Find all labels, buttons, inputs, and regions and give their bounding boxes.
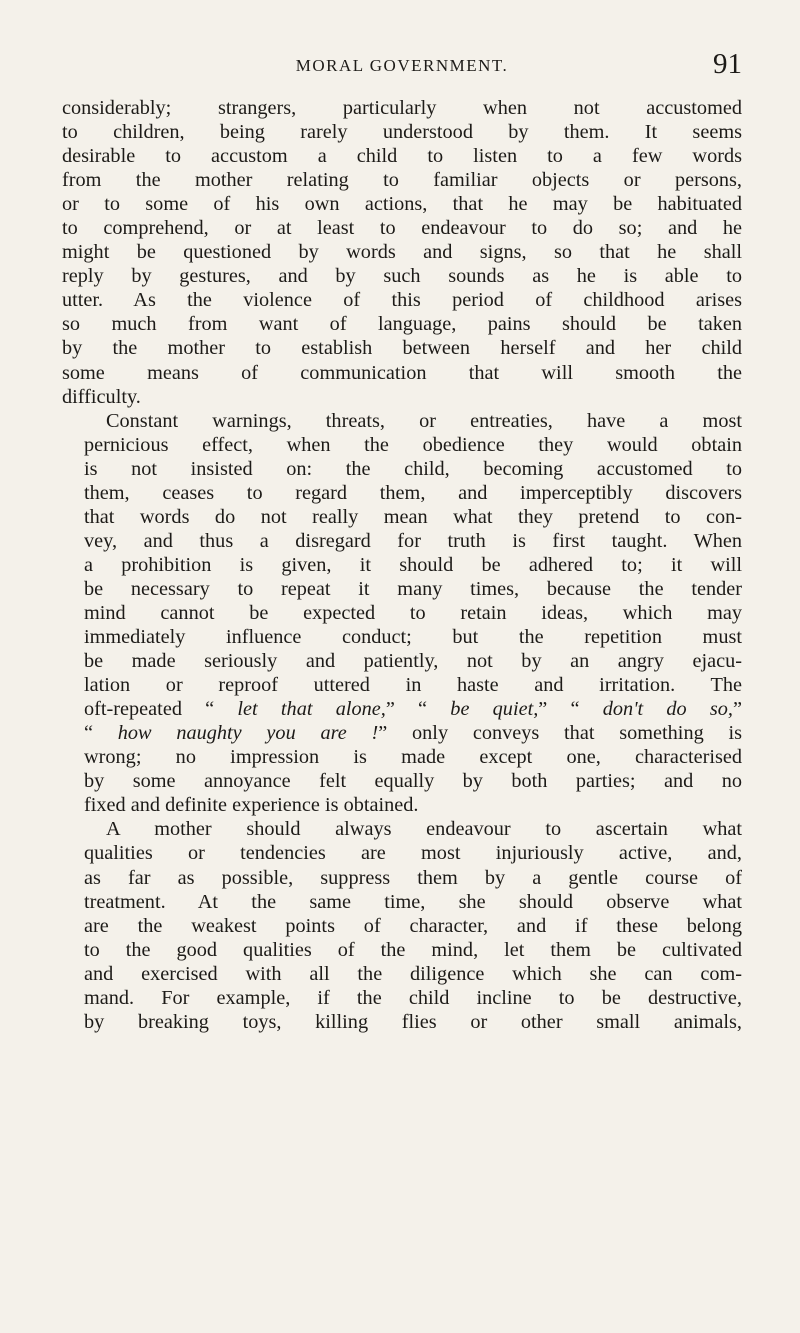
text-line: that words do not really mean what they pretend to con- [84, 505, 742, 528]
text-line: Constant warnings, threats, or entreaties, have a most [106, 409, 742, 432]
text-line: reply by gestures, and by such sounds as he is able to [62, 265, 742, 288]
text-line: and exercised with all the diligence which she can com- [84, 962, 742, 985]
text-line: be necessary to repeat it many times, because the tender [84, 577, 742, 600]
paragraph-3 [62, 817, 742, 1033]
text-line-quotes: oft-repeated “ let that alone,” “ be quiet,” “ don't do so,” [84, 698, 742, 721]
text-line: qualities or tendencies are most injuriously active, and, [84, 842, 742, 865]
text-line: by some annoyance felt equally by both parties; and no [84, 770, 742, 793]
text-line: vey, and thus a disregard for truth is first taught. When [84, 529, 742, 552]
text-line: them, ceases to regard them, and imperceptibly discovers [84, 481, 742, 504]
text-line: difficulty. [62, 385, 141, 408]
text-line: pernicious effect, when the obedience they would obtain [84, 433, 742, 456]
text-line: be made seriously and patiently, not by an angry ejacu- [84, 650, 742, 673]
text-line: are the weakest points of character, and if these belong [84, 914, 742, 937]
page-number: 91 [713, 48, 742, 80]
text-line: some means of communication that will smooth the [62, 361, 742, 384]
text-line: by the mother to establish between herself and her child [62, 337, 742, 360]
text-line: to comprehend, or at least to endeavour to do so; and he [62, 217, 742, 240]
text-line: immediately influence conduct; but the repetition must [84, 626, 742, 649]
text-line: from the mother relating to familiar objects or persons, [62, 169, 742, 192]
text-line: mand. For example, if the child incline to be destructive, [84, 986, 742, 1009]
text-line: treatment. At the same time, she should observe what [84, 890, 742, 913]
body-text [62, 96, 742, 1034]
text-line: might be questioned by words and signs, so that he shall [62, 241, 742, 264]
text-line: considerably; strangers, particularly when not accustomed [62, 97, 742, 119]
text-line: lation or reproof uttered in haste and irritation. The [84, 674, 742, 697]
text-line: wrong; no impression is made except one, characterised [84, 746, 742, 769]
text-line: so much from want of language, pains should be taken [62, 313, 742, 336]
paragraph-1 [62, 96, 742, 409]
text-line: a prohibition is given, it should be adhered to; it will [84, 553, 742, 576]
text-line: A mother should always endeavour to ascertain what [106, 818, 742, 841]
text-line: fixed and definite experience is obtained. [84, 794, 419, 817]
text-line-quotes: “ how naughty you are !” only conveys that something is [84, 722, 742, 745]
page-header [62, 48, 742, 88]
text-line: as far as possible, suppress them by a gentle course of [84, 866, 742, 889]
paragraph-2 [62, 409, 742, 818]
text-line: by breaking toys, killing flies or other small animals, [84, 1010, 742, 1033]
text-line: or to some of his own actions, that he may be habituated [62, 193, 742, 216]
running-head: MORAL GOVERNMENT. [295, 56, 509, 75]
text-line: is not insisted on: the child, becoming accustomed to [84, 457, 742, 480]
text-line: desirable to accustom a child to listen to a few words [62, 145, 742, 168]
text-line: utter. As the violence of this period of childhood arises [62, 289, 742, 312]
text-line: to children, being rarely understood by them. It seems [62, 121, 742, 144]
text-line: mind cannot be expected to retain ideas, which may [84, 601, 742, 624]
text-line: to the good qualities of the mind, let them be cultivated [84, 938, 742, 961]
